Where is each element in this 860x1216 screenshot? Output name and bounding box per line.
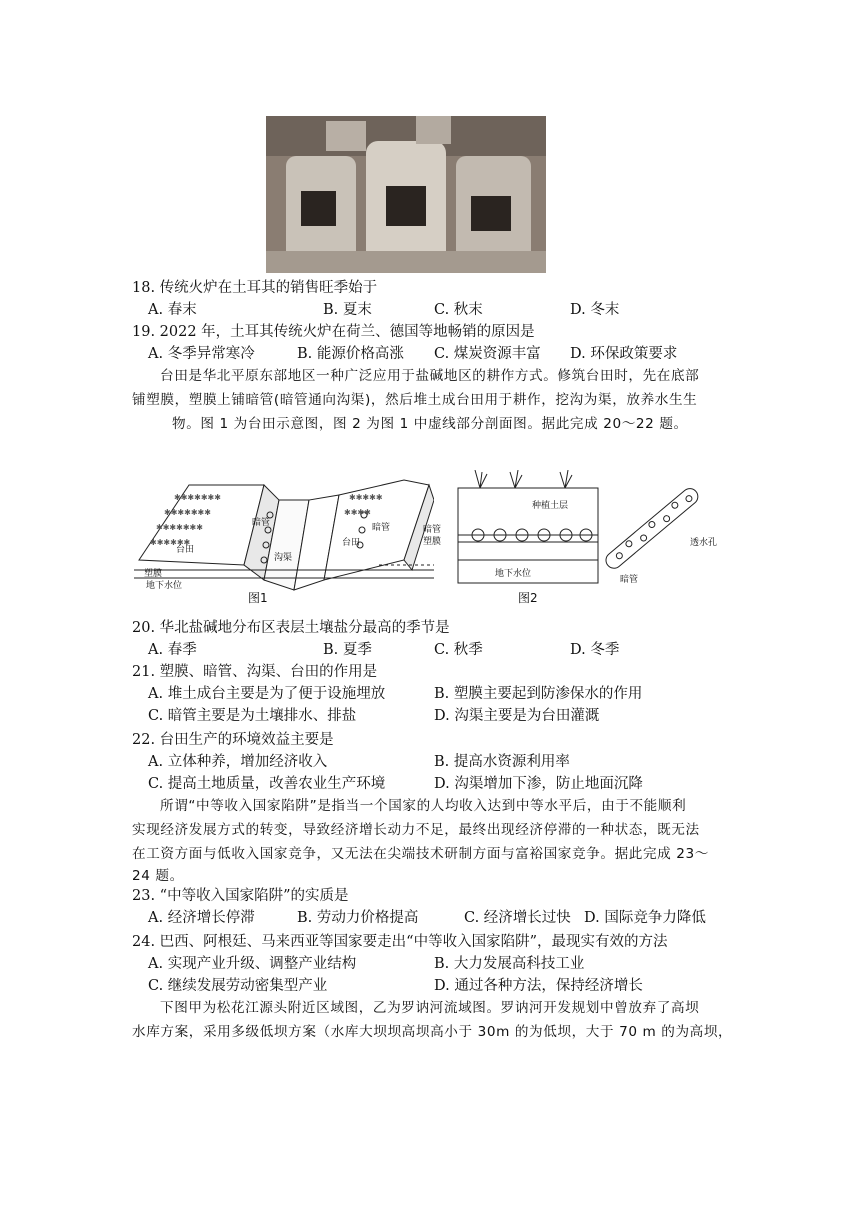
- q21-option-b: B. 塑膜主要起到防渗保水的作用: [434, 686, 643, 702]
- q20-option-c: C. 秋季: [434, 642, 483, 658]
- q21-option-d: D. 沟渠主要是为台田灌溉: [434, 708, 600, 724]
- q22-option-c: C. 提高土地质量，改善农业生产环境: [148, 776, 386, 792]
- q22-option-a: A. 立体种养，增加经济收入: [148, 754, 328, 770]
- q22-stem: 22. 台田生产的环境效益主要是: [132, 732, 334, 748]
- figure-1-caption: 图1: [248, 591, 268, 605]
- passage-taitian-line: 物。图 1 为台田示意图，图 2 为图 1 中虚线部分剖面图。据此完成 20～22 题。: [172, 416, 688, 432]
- svg-text:✱✱✱✱✱: ✱✱✱✱✱: [349, 493, 383, 502]
- q22-option-b: B. 提高水资源利用率: [434, 754, 570, 770]
- q19-option-b: B. 能源价格高涨: [297, 346, 404, 362]
- fig1-label-gouqu: 沟渠: [274, 553, 293, 563]
- q19-stem: 19. 2022 年，土耳其传统火炉在荷兰、德国等地畅销的原因是: [132, 324, 535, 340]
- fig2-label-hole: 透水孔: [690, 538, 718, 548]
- q24-option-b: B. 大力发展高科技工业: [434, 956, 585, 972]
- q20-stem: 20. 华北盐碱地分布区表层土壤盐分最高的季节是: [132, 620, 450, 636]
- passage-river-line: 水库方案，采用多级低坝方案（水库大坝坝高坝高小于 30m 的为低坝，大于 70 m 的为高坝，: [132, 1024, 733, 1040]
- q18-option-b: B. 夏末: [323, 302, 372, 318]
- fig1-label-taitian-right: 台田: [342, 538, 361, 548]
- q21-stem: 21. 塑膜、暗管、沟渠、台田的作用是: [132, 664, 378, 680]
- figure-1-taitian-diagram: [134, 470, 434, 614]
- fig2-label-pipe: 暗管: [620, 575, 639, 585]
- fig2-label-anguan: 暗管: [423, 525, 442, 535]
- q20-option-d: D. 冬季: [570, 642, 620, 658]
- q21-option-a: A. 堆土成台主要是为了便于设施埋放: [148, 686, 386, 702]
- passage-trap-line: 在工资方面与低收入国家竞争，又无法在尖端技术研制方面与富裕国家竞争。据此完成 23～: [132, 846, 709, 862]
- q21-option-c: C. 暗管主要是为土壤排水、排盐: [148, 708, 357, 724]
- fig1-label-water: 地下水位: [146, 581, 183, 591]
- passage-trap-line: 所谓“中等收入国家陷阱”是指当一个国家的人均收入达到中等水平后，由于不能顺利: [160, 798, 687, 814]
- q18-stem: 18. 传统火炉在土耳其的销售旺季始于: [132, 280, 378, 296]
- q23-stem: 23. “中等收入国家陷阱”的实质是: [132, 888, 349, 904]
- q19-option-d: D. 环保政策要求: [570, 346, 678, 362]
- q23-option-b: B. 劳动力价格提高: [297, 910, 419, 926]
- fig2-label-water: 地下水位: [495, 569, 532, 579]
- q24-option-d: D. 通过各种方法，保持经济增长: [434, 978, 643, 994]
- svg-text:✱✱✱✱✱✱✱: ✱✱✱✱✱✱✱: [156, 523, 203, 532]
- passage-trap-line: 24 题。: [132, 868, 184, 884]
- fig1-label-sumo: 塑膜: [144, 569, 163, 579]
- fig2-label-sumo: 塑膜: [423, 537, 442, 547]
- q24-option-a: A. 实现产业升级、调整产业结构: [148, 956, 357, 972]
- q23-option-a: A. 经济增长停滞: [148, 910, 255, 926]
- q18-option-a: A. 春末: [148, 302, 197, 318]
- fig2-label-layer: 种植土层: [532, 501, 569, 511]
- fig1-label-guan: 暗管: [252, 518, 271, 528]
- passage-taitian-line: 台田是华北平原东部地区一种广泛应用于盐碱地区的耕作方式。修筑台田时，先在底部: [160, 368, 700, 384]
- passage-trap-line: 实现经济发展方式的转变，导致经济增长动力不足，最终出现经济停滞的一种状态，既无法: [132, 822, 700, 838]
- q24-option-c: C. 继续发展劳动密集型产业: [148, 978, 328, 994]
- stove-photo: [266, 116, 546, 273]
- q24-stem: 24. 巴西、阿根廷、马来西亚等国家要走出“中等收入国家陷阱”，最现实有效的方法: [132, 934, 668, 950]
- svg-text:✱✱✱✱✱✱✱: ✱✱✱✱✱✱✱: [174, 493, 221, 502]
- q19-option-c: C. 煤炭资源丰富: [434, 346, 541, 362]
- q18-option-c: C. 秋末: [434, 302, 483, 318]
- q23-option-c: C. 经济增长过快: [464, 910, 571, 926]
- figure-2-caption: 图2: [518, 591, 538, 605]
- q20-option-b: B. 夏季: [323, 642, 372, 658]
- fig1-label-guan2: 暗管: [372, 523, 391, 533]
- q18-option-d: D. 冬末: [570, 302, 620, 318]
- fig1-label-taitian-left: 台田: [176, 545, 195, 555]
- q23-option-d: D. 国际竞争力降低: [584, 910, 706, 926]
- passage-river-line: 下图甲为松花江源头附近区域图，乙为罗讷河流域图。罗讷河开发规划中曾放弃了高坝: [160, 1000, 700, 1016]
- q20-option-a: A. 春季: [148, 642, 197, 658]
- svg-text:✱✱✱✱: ✱✱✱✱: [344, 508, 371, 517]
- passage-taitian-line: 铺塑膜，塑膜上铺暗管(暗管通向沟渠)，然后堆土成台田用于耕作，挖沟为渠，放养水生生: [132, 392, 698, 408]
- svg-text:✱✱✱✱✱✱✱: ✱✱✱✱✱✱✱: [164, 508, 211, 517]
- figure-2-section-diagram: [420, 470, 720, 589]
- q22-option-d: D. 沟渠增加下渗，防止地面沉降: [434, 776, 643, 792]
- svg-text:✱✱✱✱✱✱: ✱✱✱✱✱✱: [150, 538, 191, 547]
- q19-option-a: A. 冬季异常寒冷: [148, 346, 255, 362]
